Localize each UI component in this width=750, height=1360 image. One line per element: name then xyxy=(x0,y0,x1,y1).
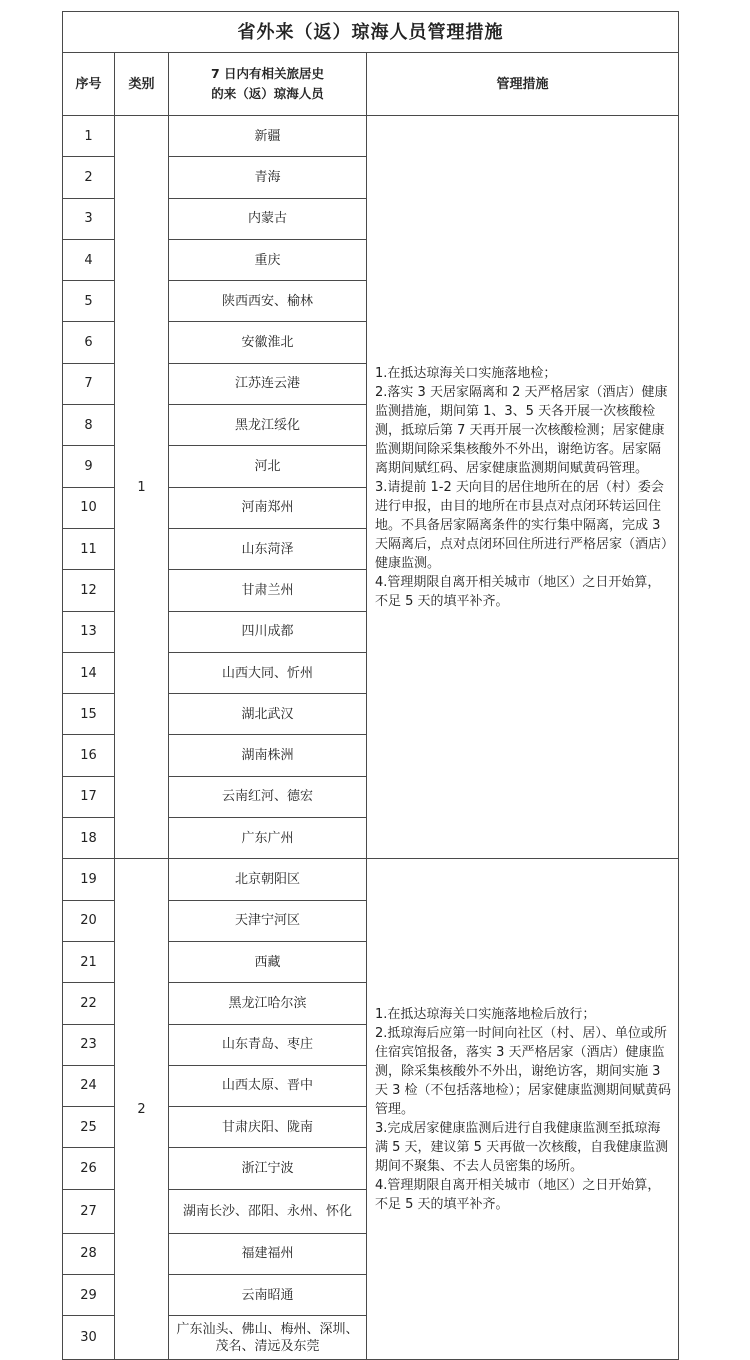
header-travel-history-line2: 的来（返）琼海人员 xyxy=(211,86,324,101)
row-seq: 18 xyxy=(63,818,115,859)
row-seq: 12 xyxy=(63,570,115,611)
measure-item: 4.管理期限自离开相关城市（地区）之日开始算，不足 5 天的填平补齐。 xyxy=(375,574,661,609)
row-seq: 16 xyxy=(63,735,115,776)
measure-item: 2.抵琼海后应第一时间向社区（村、居）、单位或所住宿宾馆报备，落实 3 天严格居家（酒店）健康监测，除采集核酸外不外出，谢绝访客，期间实施 3 天 3 检（不包括落地检）；居家健康监测期间赋黄码管理。 xyxy=(375,1025,672,1117)
row-place: 广东广州 xyxy=(169,818,367,859)
row-place: 新疆 xyxy=(169,116,367,157)
row-seq: 5 xyxy=(63,281,115,322)
row-place: 湖南长沙、邵阳、永州、怀化 xyxy=(169,1189,367,1233)
row-seq: 13 xyxy=(63,611,115,652)
measure-item: 1.在抵达琼海关口实施落地检后放行； xyxy=(375,1006,596,1022)
row-seq: 4 xyxy=(63,239,115,280)
measures-table xyxy=(62,11,679,1360)
row-place: 河北 xyxy=(169,446,367,487)
row-place: 甘肃庆阳、陇南 xyxy=(169,1107,367,1148)
row-seq: 29 xyxy=(63,1275,115,1316)
row-place: 云南红河、德宏 xyxy=(169,776,367,817)
row-place: 青海 xyxy=(169,157,367,198)
row-place: 云南昭通 xyxy=(169,1275,367,1316)
row-place: 湖南株洲 xyxy=(169,735,367,776)
header-seq: 序号 xyxy=(63,53,115,116)
row-seq: 15 xyxy=(63,694,115,735)
row-seq: 1 xyxy=(63,116,115,157)
row-place: 浙江宁波 xyxy=(169,1148,367,1189)
row-seq: 9 xyxy=(63,446,115,487)
row-seq: 17 xyxy=(63,776,115,817)
row-place: 重庆 xyxy=(169,239,367,280)
row-place: 山东菏泽 xyxy=(169,528,367,569)
row-place: 北京朝阳区 xyxy=(169,859,367,900)
row-seq: 25 xyxy=(63,1107,115,1148)
row-seq: 27 xyxy=(63,1189,115,1233)
row-seq: 28 xyxy=(63,1233,115,1274)
row-place: 湖北武汉 xyxy=(169,694,367,735)
measure-item: 2.落实 3 天居家隔离和 2 天严格居家（酒店）健康监测措施，期间第 1、3、5 天各开展一次核酸检测，抵琼后第 7 天再开展一次核酸检测；居家健康监测期间除采集核酸外不外出，谢绝访客。居家隔离期间赋红码、居家健康监测期间赋黄码管理。 xyxy=(375,384,668,476)
measure-item: 4.管理期限自离开相关城市（地区）之日开始算，不足 5 天的填平补齐。 xyxy=(375,1177,661,1212)
header-measures: 管理措施 xyxy=(367,53,679,116)
row-place: 西藏 xyxy=(169,941,367,982)
header-travel-history xyxy=(169,53,367,116)
row-place: 山西大同、忻州 xyxy=(169,652,367,693)
row-place: 黑龙江哈尔滨 xyxy=(169,983,367,1024)
row-place: 河南郑州 xyxy=(169,487,367,528)
row-seq: 7 xyxy=(63,363,115,404)
row-place: 天津宁河区 xyxy=(169,900,367,941)
row-seq: 22 xyxy=(63,983,115,1024)
header-category: 类别 xyxy=(115,53,169,116)
row-place: 陕西西安、榆林 xyxy=(169,281,367,322)
row-place: 山西太原、晋中 xyxy=(169,1065,367,1106)
row-place: 安徽淮北 xyxy=(169,322,367,363)
row-place: 山东青岛、枣庄 xyxy=(169,1024,367,1065)
row-seq: 11 xyxy=(63,528,115,569)
row-seq: 14 xyxy=(63,652,115,693)
header-travel-history-line1: 7 日内有相关旅居史 xyxy=(210,66,325,81)
row-seq: 21 xyxy=(63,941,115,982)
row-seq: 6 xyxy=(63,322,115,363)
row-place: 甘肃兰州 xyxy=(169,570,367,611)
table-row xyxy=(63,859,679,900)
row-seq: 26 xyxy=(63,1148,115,1189)
measure-item: 3.完成居家健康监测后进行自我健康监测至抵琼海满 5 天，建议第 5 天再做一次核酸，自我健康监测期间不聚集、不去人员密集的场所。 xyxy=(375,1120,669,1174)
group-measures xyxy=(367,116,679,859)
group-measures xyxy=(367,859,679,1360)
group-category: 1 xyxy=(115,116,169,859)
row-place: 广东汕头、佛山、梅州、深圳、茂名、清远及东莞 xyxy=(169,1316,367,1360)
row-place: 内蒙古 xyxy=(169,198,367,239)
row-seq: 19 xyxy=(63,859,115,900)
row-seq: 20 xyxy=(63,900,115,941)
row-seq: 3 xyxy=(63,198,115,239)
row-seq: 23 xyxy=(63,1024,115,1065)
row-seq: 24 xyxy=(63,1065,115,1106)
row-place: 黑龙江绥化 xyxy=(169,405,367,446)
row-place: 江苏连云港 xyxy=(169,363,367,404)
row-seq: 30 xyxy=(63,1316,115,1360)
group-category: 2 xyxy=(115,859,169,1360)
row-seq: 10 xyxy=(63,487,115,528)
measure-item: 3.请提前 1-2 天向目的居住地所在的居（村）委会进行申报，由目的地所在市县点对点闭环转运回住地。不具备居家隔离条件的实行集中隔离，完成 3 天隔离后，点对点闭环回住所进行严格居家（酒店）健康监测。 xyxy=(375,479,668,571)
row-place: 四川成都 xyxy=(169,611,367,652)
measure-item: 1.在抵达琼海关口实施落地检； xyxy=(375,365,557,381)
row-seq: 2 xyxy=(63,157,115,198)
management-measures-document xyxy=(62,11,678,1360)
table-body xyxy=(63,116,679,1360)
row-seq: 8 xyxy=(63,405,115,446)
row-place: 福建福州 xyxy=(169,1233,367,1274)
table-row xyxy=(63,116,679,157)
table-title: 省外来（返）琼海人员管理措施 xyxy=(63,12,679,53)
